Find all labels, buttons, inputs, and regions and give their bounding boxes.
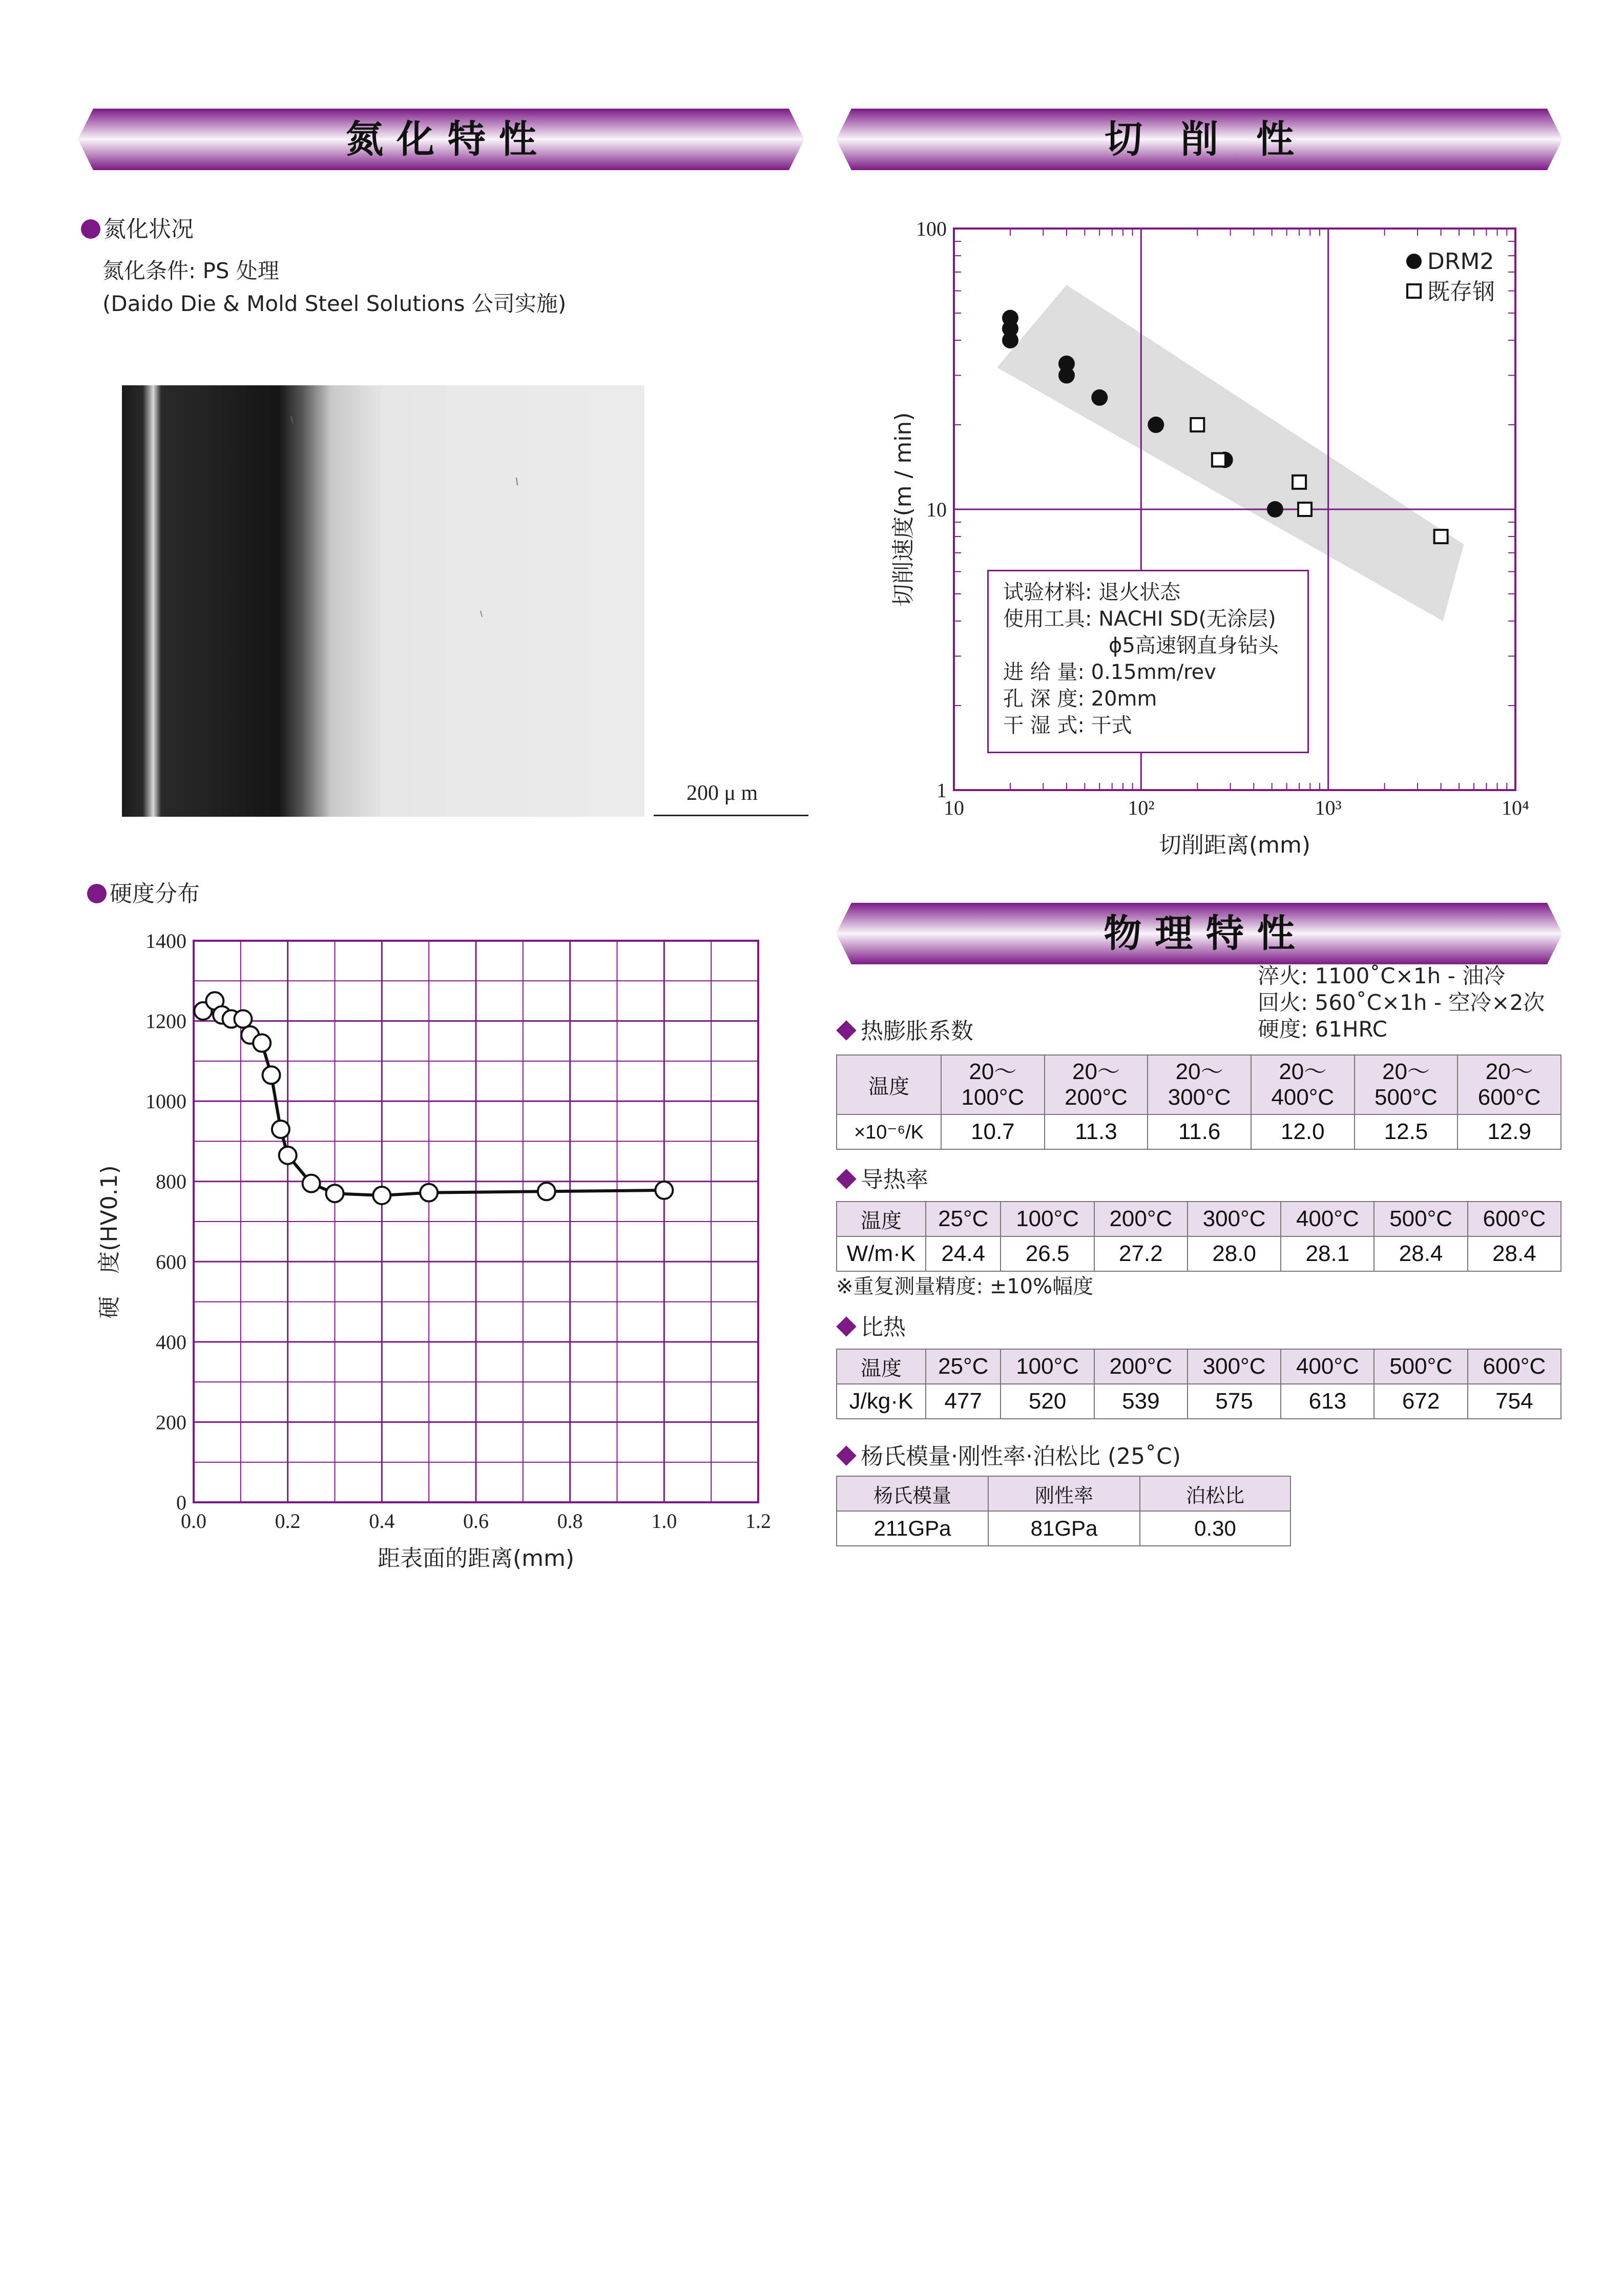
heading-text: 杨氏模量·刚性率·泊松比 (25˚C) (861, 1443, 1181, 1470)
range-to: 100°C (961, 1085, 1025, 1110)
heading-text: 比热 (861, 1314, 906, 1340)
legend-label-existing: 既存钢 (1427, 279, 1495, 305)
x-axis-label: 距表面的距离(mm) (377, 1545, 575, 1571)
data-point-drm2 (1002, 332, 1018, 348)
value-cell: 477 (926, 1384, 1001, 1419)
heading-text: 导热率 (861, 1167, 928, 1193)
range-to: 300°C (1168, 1085, 1231, 1110)
banner-title: 切 削 性 (1105, 117, 1294, 161)
temp-cell: 200°C (1094, 1349, 1188, 1384)
range-cell (1251, 1055, 1355, 1114)
temp-cell: 25°C (926, 1349, 1001, 1384)
moduli-table (836, 1476, 1291, 1546)
banner-physical (836, 903, 1563, 964)
moduli-heading (835, 1440, 1181, 1474)
heading-text: 硬度分布 (110, 881, 200, 907)
data-point (538, 1183, 555, 1200)
conductivity-note: ※重复测量精度: ±10%幅度 (836, 1275, 1094, 1298)
temp-cell: 600°C (1468, 1349, 1561, 1384)
y-axis-label: 硬 度(HV0.1) (96, 1165, 122, 1319)
note-key: 进 给 量 (1003, 660, 1078, 684)
data-point-existing (1293, 475, 1306, 489)
y-tick-label: 1000 (145, 1090, 186, 1113)
temp-cell: 300°C (1188, 1349, 1281, 1384)
legend-marker-drm2 (1406, 254, 1422, 269)
note-line-4 (1003, 658, 1216, 686)
thermal-conductivity-heading (835, 1163, 928, 1197)
thermal-conductivity-table (836, 1201, 1561, 1272)
nitriding-provider: (Daido Die & Mold Steel Solutions 公司实施) (102, 291, 567, 316)
y-tick-label: 100 (916, 217, 947, 240)
diamond-icon (836, 1445, 857, 1466)
y-tick-label: 600 (156, 1250, 186, 1274)
range-from: 20～ (1382, 1059, 1430, 1084)
header-cell: 刚性率 (988, 1476, 1140, 1511)
header-cell: 杨氏模量 (837, 1476, 988, 1511)
range-to: 600°C (1477, 1085, 1541, 1110)
series-line (203, 1001, 664, 1195)
value-cell: 28.0 (1188, 1236, 1281, 1271)
value-cell: 28.4 (1468, 1236, 1561, 1271)
y-tick-label: 400 (156, 1330, 186, 1354)
note-value: : 干式 (1077, 714, 1132, 737)
temp-cell: 400°C (1281, 1202, 1374, 1236)
value-cell: 12.5 (1355, 1114, 1458, 1149)
table-header-row (837, 1349, 1561, 1384)
heading-text: 氮化状况 (103, 216, 194, 242)
table-header-row (837, 1055, 1561, 1114)
y-tick-label: 1400 (145, 929, 186, 953)
note-value: : 0.15mm/rev (1077, 660, 1216, 684)
range-cell (1045, 1055, 1148, 1114)
range-cell (941, 1055, 1045, 1114)
hardness-heading (87, 877, 200, 911)
data-point (263, 1066, 280, 1084)
legend-marker-existing (1407, 284, 1421, 298)
value-cell: 24.4 (926, 1236, 1001, 1271)
range-from: 20～ (1072, 1059, 1120, 1084)
value-cell: 12.0 (1251, 1114, 1355, 1149)
range-to: 400°C (1271, 1085, 1335, 1110)
table-row (837, 1114, 1561, 1149)
header-label: 温度 (837, 1349, 926, 1384)
range-cell (1458, 1055, 1561, 1114)
banner-title: 物 理 特 性 (1104, 912, 1295, 956)
data-point (303, 1175, 320, 1192)
value-cell: 26.5 (1001, 1236, 1094, 1271)
value-cell: 11.3 (1045, 1114, 1148, 1149)
value-cell: 12.9 (1458, 1114, 1561, 1149)
nitriding-status-heading (81, 213, 194, 246)
data-point (420, 1184, 438, 1202)
hardness-chart (82, 922, 820, 1588)
banner-machinability (836, 109, 1563, 170)
note-line-5 (1003, 685, 1157, 713)
note-value: : 20mm (1077, 687, 1157, 711)
machinability-chart (871, 210, 1568, 871)
heading-text: 热膨胀系数 (861, 1018, 973, 1044)
note-key: 试验材料 (1003, 581, 1085, 604)
specific-heat-heading (835, 1311, 906, 1344)
diamond-icon (836, 1316, 857, 1337)
data-point (272, 1121, 289, 1138)
data-point (326, 1185, 344, 1202)
x-tick-label: 0.2 (275, 1509, 301, 1533)
temp-cell: 100°C (1001, 1202, 1094, 1236)
y-tick-label: 800 (156, 1170, 186, 1193)
data-point-drm2 (1148, 417, 1164, 433)
note-key: 干 湿 式 (1003, 714, 1078, 737)
header-label: 温度 (837, 1202, 926, 1236)
x-tick-label: 0.0 (181, 1509, 206, 1533)
scale-bar-label: 200 μ m (686, 781, 758, 805)
range-to: 500°C (1375, 1085, 1438, 1110)
data-point-existing (1298, 503, 1311, 516)
unit-cell: W/m·K (837, 1236, 926, 1271)
range-from: 20～ (1175, 1059, 1223, 1084)
range-cell (1355, 1055, 1458, 1114)
thermal-expansion-table (836, 1054, 1561, 1150)
data-point-drm2 (1058, 367, 1075, 384)
diamond-icon (836, 1169, 857, 1189)
temp-cell: 200°C (1094, 1202, 1188, 1236)
temp-cell: 600°C (1468, 1202, 1561, 1236)
heat-treatment-line-1: 淬火: 1100˚C×1h - 油冷 (1258, 963, 1506, 988)
note-value: : 退火状态 (1085, 581, 1181, 604)
value-cell: 11.6 (1148, 1114, 1251, 1149)
x-tick-label: 1.0 (651, 1509, 677, 1533)
value-cell: 28.1 (1281, 1236, 1374, 1271)
y-tick-label: 1 (936, 779, 947, 802)
micrograph-image (122, 385, 644, 817)
y-tick-label: 0 (176, 1491, 186, 1514)
legend-label-drm2: DRM2 (1427, 249, 1494, 275)
y-tick-label: 10 (926, 498, 947, 521)
data-point (234, 1010, 252, 1028)
note-key: 使用工具 (1003, 607, 1085, 631)
y-tick-label: 1200 (145, 1009, 186, 1033)
unit-cell: ×10⁻⁶/K (837, 1114, 941, 1149)
header-label: 温度 (837, 1055, 941, 1114)
data-point-existing (1191, 418, 1204, 431)
unit-cell: J/kg·K (837, 1384, 926, 1419)
value-cell: 613 (1281, 1384, 1374, 1419)
value-cell: 10.7 (941, 1114, 1045, 1149)
data-point (253, 1035, 270, 1052)
value-cell: 27.2 (1094, 1236, 1188, 1271)
test-conditions-box (987, 570, 1309, 753)
nitriding-condition: 氮化条件: PS 处理 (102, 258, 279, 283)
temp-cell: 25°C (926, 1202, 1001, 1236)
table-row (837, 1511, 1290, 1546)
thermal-expansion-heading (835, 1015, 973, 1048)
value-cell: 539 (1094, 1384, 1188, 1419)
heat-treatment-line-3: 硬度: 61HRC (1258, 1017, 1387, 1042)
data-point (655, 1182, 673, 1199)
x-axis-label: 切削距离(mm) (1158, 832, 1311, 858)
range-from: 20～ (1279, 1059, 1327, 1084)
note-value: : NACHI SD(无涂层) (1085, 607, 1276, 631)
value-cell: 672 (1374, 1384, 1467, 1419)
note-line-2 (1003, 605, 1276, 633)
data-point-existing (1212, 453, 1225, 467)
table-header-row (837, 1476, 1290, 1511)
range-from: 20～ (1485, 1059, 1533, 1084)
x-tick-label: 0.4 (369, 1509, 395, 1533)
table-row (837, 1236, 1561, 1271)
value-cell: 754 (1468, 1384, 1561, 1419)
x-tick-label: 10⁴ (1502, 796, 1529, 819)
x-tick-label: 10² (1128, 796, 1155, 819)
heat-treatment-line-2: 回火: 560˚C×1h - 空冷×2次 (1258, 990, 1545, 1015)
range-cell (1148, 1055, 1251, 1114)
value-cell: 211GPa (837, 1511, 988, 1546)
note-line-1 (1003, 578, 1180, 606)
diamond-icon (836, 1020, 857, 1041)
table-header-row (837, 1202, 1561, 1236)
bullet-icon (81, 219, 100, 239)
table-row (837, 1384, 1561, 1419)
note-line-6 (1003, 712, 1132, 739)
temp-cell: 500°C (1374, 1202, 1467, 1236)
value-cell: 520 (1001, 1384, 1094, 1419)
bullet-icon (87, 884, 107, 903)
header-cell: 泊松比 (1140, 1476, 1290, 1511)
x-tick-label: 0.6 (463, 1509, 489, 1533)
data-point-drm2 (1091, 389, 1108, 406)
value-cell: 0.30 (1140, 1511, 1290, 1546)
banner-title: 氮 化 特 性 (345, 117, 537, 161)
x-tick-label: 1.2 (745, 1509, 771, 1533)
x-tick-label: 10 (944, 796, 964, 819)
data-point (373, 1187, 390, 1204)
temp-cell: 300°C (1188, 1202, 1281, 1236)
range-to: 200°C (1065, 1085, 1128, 1110)
note-line-3: ϕ5高速钢直身钻头 (1109, 634, 1279, 657)
value-cell: 575 (1188, 1384, 1281, 1419)
banner-nitriding (78, 109, 804, 170)
x-tick-label: 0.8 (557, 1509, 583, 1533)
x-tick-label: 10³ (1315, 796, 1342, 819)
data-point-existing (1434, 530, 1448, 543)
data-point (279, 1147, 297, 1164)
y-axis-label: 切削速度(m / min) (890, 412, 917, 607)
specific-heat-table (836, 1349, 1561, 1419)
y-tick-label: 200 (156, 1411, 186, 1434)
temp-cell: 100°C (1001, 1349, 1094, 1384)
temp-cell: 500°C (1374, 1349, 1467, 1384)
temp-cell: 400°C (1281, 1349, 1374, 1384)
value-cell: 28.4 (1374, 1236, 1467, 1271)
scale-bar (654, 815, 808, 816)
range-from: 20～ (969, 1059, 1017, 1084)
note-key: 孔 深 度 (1003, 687, 1078, 711)
data-point-drm2 (1267, 501, 1283, 518)
value-cell: 81GPa (988, 1511, 1140, 1546)
